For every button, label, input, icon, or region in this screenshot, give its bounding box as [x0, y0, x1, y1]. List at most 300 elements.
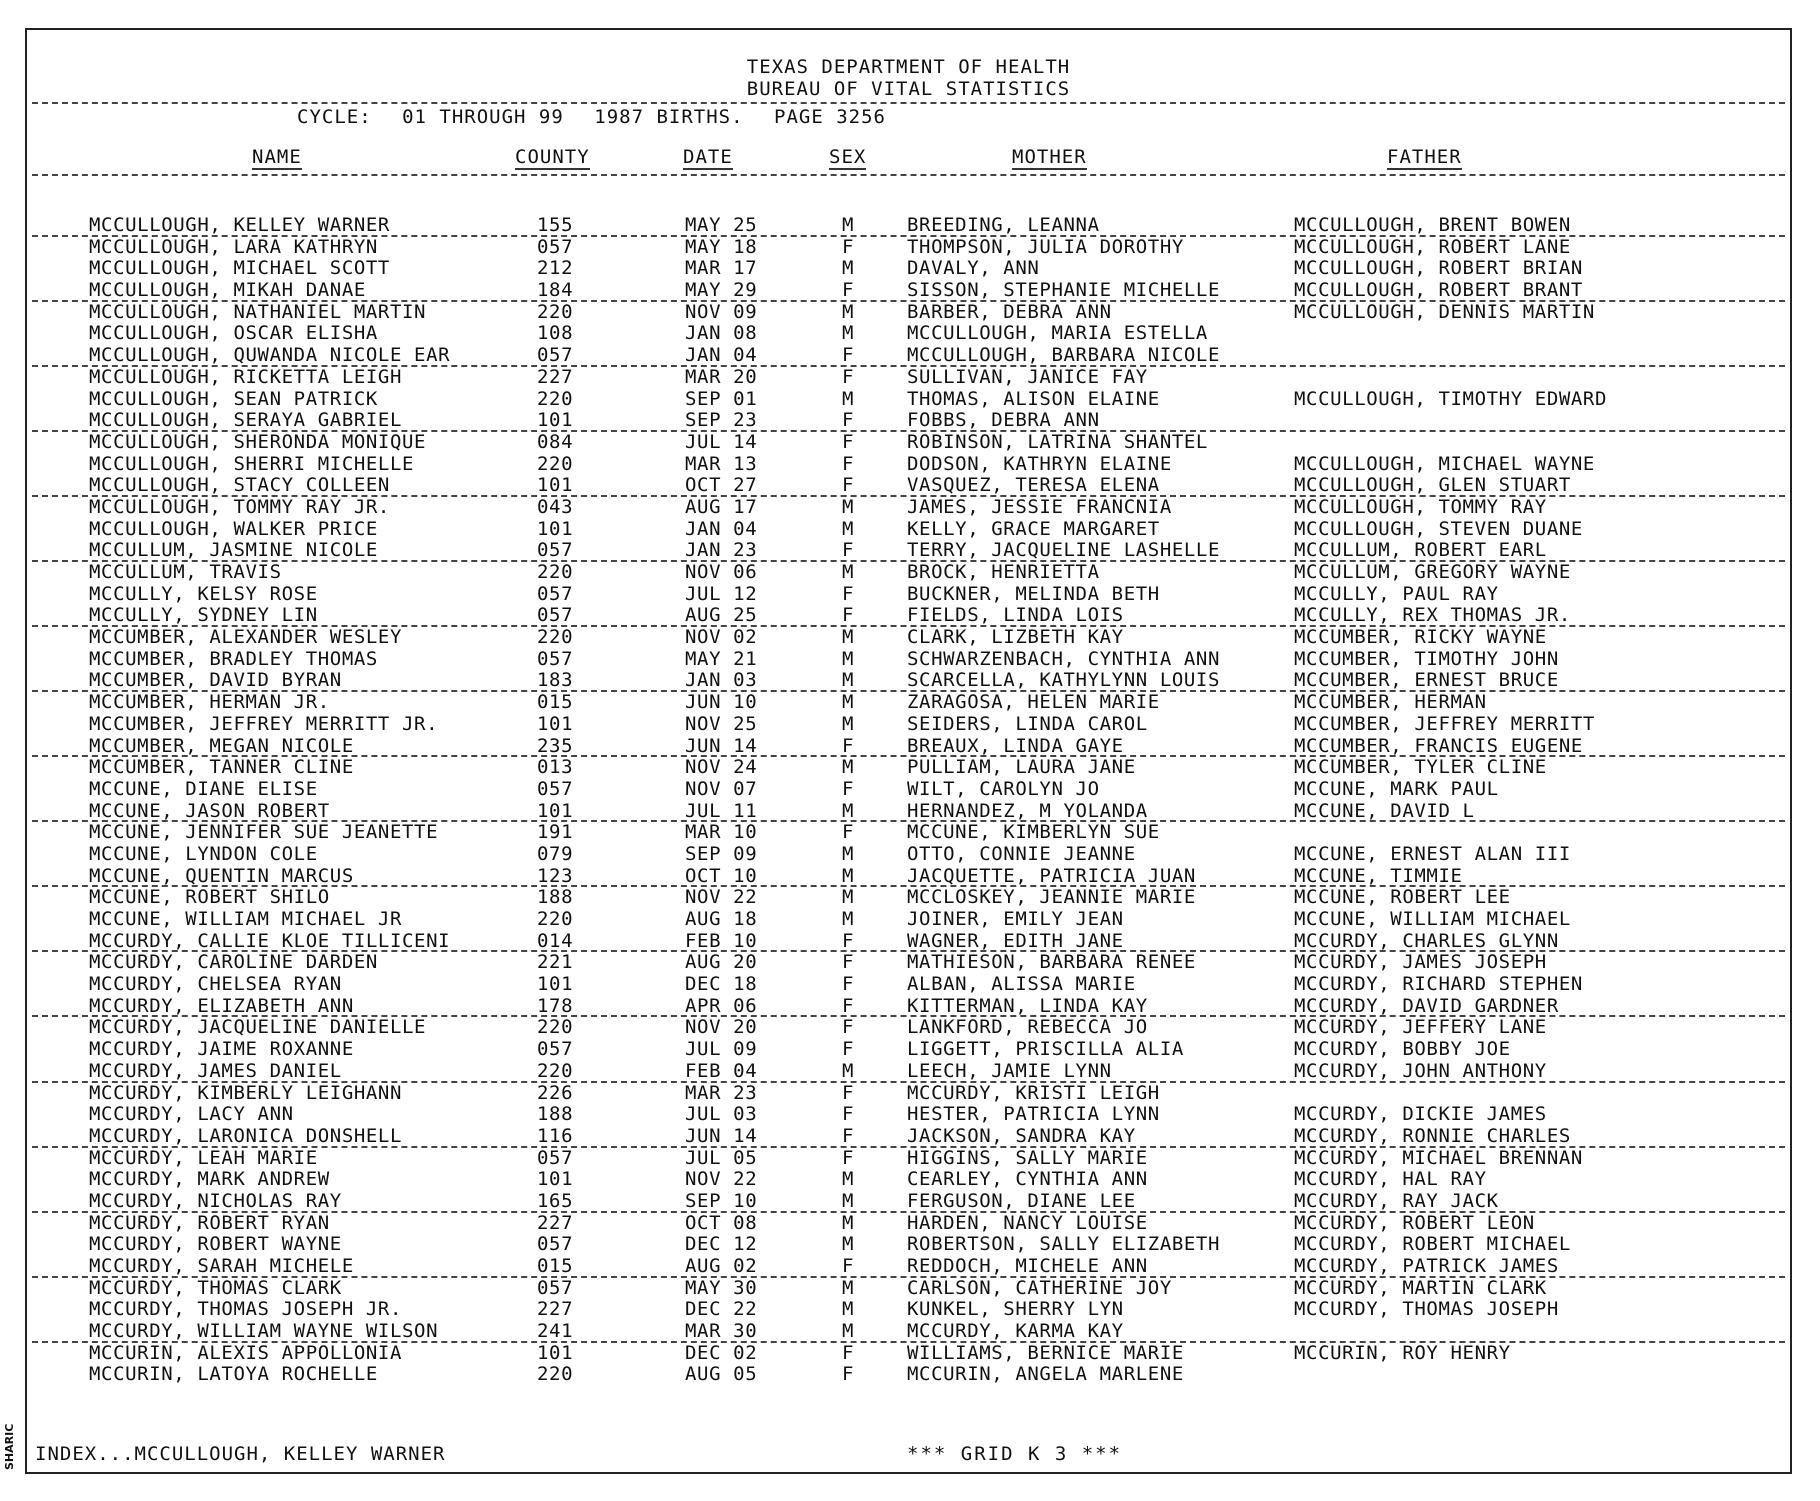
- record-name: MCCURDY, CAROLINE DARDEN: [89, 951, 378, 974]
- record-row: [27, 302, 1790, 324]
- record-mother: LIGGETT, PRISCILLA ALIA: [907, 1038, 1184, 1061]
- record-date: NOV 22: [685, 886, 758, 909]
- record-date: MAR 30: [685, 1320, 758, 1343]
- record-sex: F: [842, 821, 855, 844]
- record-date: JAN 03: [685, 669, 758, 692]
- record-sex: M: [842, 886, 855, 909]
- record-row: [27, 627, 1790, 649]
- record-name: MCCURDY, CALLIE KLOE TILLICENI: [89, 929, 451, 952]
- record-sex: F: [842, 994, 855, 1017]
- record-date: JAN 08: [685, 322, 758, 345]
- bureau-title: BUREAU OF VITAL STATISTICS: [746, 78, 1071, 100]
- record-mother: WAGNER, EDITH JANE: [907, 929, 1124, 952]
- record-sex: F: [842, 452, 855, 475]
- record-sex: M: [842, 799, 855, 822]
- record-county: 101: [537, 474, 574, 497]
- record-mother: FERGUSON, DIANE LEE: [907, 1189, 1136, 1212]
- record-mother: THOMAS, ALISON ELAINE: [907, 387, 1160, 410]
- column-header-divider: [32, 174, 1785, 176]
- record-county: 043: [537, 495, 574, 518]
- record-sex: M: [842, 1298, 855, 1321]
- record-name: MCCURDY, ROBERT WAYNE: [89, 1233, 342, 1256]
- record-name: MCCUMBER, JEFFREY MERRITT JR.: [89, 712, 439, 735]
- record-name: MCCURIN, LATOYA ROCHELLE: [89, 1363, 378, 1386]
- record-sex: F: [842, 973, 855, 996]
- record-name: MCCULLY, KELSY ROSE: [89, 582, 318, 605]
- record-father: MCCURDY, RAY JACK: [1294, 1189, 1499, 1212]
- record-sex: M: [842, 561, 855, 583]
- record-name: MCCULLOUGH, STACY COLLEEN: [89, 474, 390, 497]
- record-county: 226: [537, 1081, 574, 1104]
- record-mother: CEARLEY, CYNTHIA ANN: [907, 1168, 1148, 1191]
- record-county: 057: [537, 1038, 574, 1061]
- record-father: MCCURDY, JOHN ANTHONY: [1294, 1059, 1547, 1082]
- record-father: MCCUNE, MARK PAUL: [1294, 777, 1499, 800]
- record-date: MAR 23: [685, 1081, 758, 1104]
- record-name: MCCUMBER, BRADLEY THOMAS: [89, 647, 378, 670]
- record-father: MCCUNE, DAVID L: [1294, 799, 1475, 822]
- record-date: JUN 10: [685, 691, 758, 714]
- record-mother: SCHWARZENBACH, CYNTHIA ANN: [907, 647, 1221, 670]
- column-header-sex: SEX: [829, 146, 867, 168]
- record-date: SEP 23: [685, 409, 758, 432]
- record-name: MCCURDY, SARAH MICHELE: [89, 1255, 354, 1277]
- record-father: MCCURDY, ROBERT LEON: [1294, 1211, 1535, 1234]
- record-mother: MCCLOSKEY, JEANNIE MARIE: [907, 886, 1196, 909]
- record-father: MCCUMBER, JEFFREY MERRITT: [1294, 712, 1595, 735]
- record-father: MCCURDY, DAVID GARDNER: [1294, 994, 1559, 1017]
- footer-grid: *** GRID K 3 ***: [907, 1443, 1123, 1465]
- record-mother: BROCK, HENRIETTA: [907, 561, 1100, 583]
- record-mother: CARLSON, CATHERINE JOY: [907, 1276, 1172, 1299]
- record-mother: FIELDS, LINDA LOIS: [907, 604, 1124, 627]
- record-father: MCCURDY, CHARLES GLYNN: [1294, 929, 1559, 952]
- record-sex: F: [842, 951, 855, 974]
- record-mother: ZARAGOSA, HELEN MARIE: [907, 691, 1160, 714]
- side-watermark-text: SHARIC: [3, 1423, 16, 1470]
- record-name: MCCURDY, KIMBERLY LEIGHANN: [89, 1081, 403, 1104]
- record-date: NOV 09: [685, 300, 758, 323]
- record-sex: F: [842, 539, 855, 562]
- record-sex: F: [842, 409, 855, 432]
- record-county: 220: [537, 1016, 574, 1039]
- record-sex: F: [842, 1038, 855, 1061]
- record-name: MCCURDY, JACQUELINE DANIELLE: [89, 1016, 427, 1039]
- record-mother: JAMES, JESSIE FRANCNIA: [907, 495, 1172, 518]
- record-row: [27, 931, 1790, 953]
- record-county: 220: [537, 1059, 574, 1082]
- record-name: MCCULLOUGH, RICKETTA LEIGH: [89, 365, 403, 388]
- record-sex: M: [842, 647, 855, 670]
- record-name: MCCULLOUGH, LARA KATHRYN: [89, 235, 378, 258]
- record-father: MCCULLOUGH, MICHAEL WAYNE: [1294, 452, 1595, 475]
- record-name: MCCUMBER, DAVID BYRAN: [89, 669, 342, 692]
- side-watermark: [1, 1420, 21, 1470]
- record-father: MCCURDY, JEFFERY LANE: [1294, 1016, 1547, 1039]
- record-name: MCCULLOUGH, NATHANIEL MARTIN: [89, 300, 427, 323]
- record-father: MCCULLOUGH, TIMOTHY EDWARD: [1294, 387, 1608, 410]
- record-row: [27, 801, 1790, 823]
- record-mother: DAVALY, ANN: [907, 257, 1040, 280]
- record-sex: M: [842, 387, 855, 410]
- record-mother: HARDEN, NANCY LOUISE: [907, 1211, 1148, 1234]
- record-county: 057: [537, 235, 574, 258]
- record-name: MCCULLOUGH, KELLEY WARNER: [89, 214, 390, 236]
- record-sex: M: [842, 691, 855, 714]
- record-row: [27, 497, 1790, 519]
- record-mother: MCCULLOUGH, BARBARA NICOLE: [907, 344, 1221, 367]
- record-sex: F: [842, 582, 855, 605]
- record-mother: HERNANDEZ, M YOLANDA: [907, 799, 1148, 822]
- column-header-date: DATE: [683, 146, 733, 168]
- record-father: MCCUMBER, RICKY WAYNE: [1294, 626, 1547, 649]
- record-row: [27, 909, 1790, 931]
- record-sex: M: [842, 495, 855, 518]
- record-sex: M: [842, 1276, 855, 1299]
- record-sex: F: [842, 734, 855, 757]
- record-row: [27, 887, 1790, 909]
- record-county: 057: [537, 1276, 574, 1299]
- record-county: 220: [537, 452, 574, 475]
- record-row: [27, 1234, 1790, 1256]
- record-mother: BUCKNER, MELINDA BETH: [907, 582, 1160, 605]
- record-sex: F: [842, 777, 855, 800]
- record-sex: F: [842, 474, 855, 497]
- record-sex: M: [842, 1059, 855, 1082]
- record-sex: M: [842, 669, 855, 692]
- record-county: 108: [537, 322, 574, 345]
- record-county: 079: [537, 842, 574, 865]
- record-county: 221: [537, 951, 574, 974]
- record-county: 188: [537, 886, 574, 909]
- record-county: 116: [537, 1124, 574, 1147]
- record-father: MCCURDY, RONNIE CHARLES: [1294, 1124, 1571, 1147]
- record-date: NOV 07: [685, 777, 758, 800]
- record-date: OCT 10: [685, 864, 758, 887]
- record-county: 057: [537, 647, 574, 670]
- record-county: 183: [537, 669, 574, 692]
- record-name: MCCURDY, LEAH MARIE: [89, 1146, 318, 1169]
- record-mother: BARBER, DEBRA ANN: [907, 300, 1112, 323]
- record-date: MAY 30: [685, 1276, 758, 1299]
- record-county: 101: [537, 1168, 574, 1191]
- record-father: MCCULLOUGH, ROBERT LANE: [1294, 235, 1571, 258]
- department-title: TEXAS DEPARTMENT OF HEALTH: [746, 56, 1071, 78]
- record-father: MCCUMBER, FRANCIS EUGENE: [1294, 734, 1583, 757]
- record-father: MCCUMBER, TIMOTHY JOHN: [1294, 647, 1559, 670]
- record-name: MCCURIN, ALEXIS APPOLLONIA: [89, 1341, 403, 1364]
- column-header-mother: MOTHER: [1012, 146, 1087, 168]
- record-county: 235: [537, 734, 574, 757]
- record-mother: TERRY, JACQUELINE LASHELLE: [907, 539, 1221, 562]
- record-father: MCCURDY, MARTIN CLARK: [1294, 1276, 1547, 1299]
- record-father: MCCULLY, REX THOMAS JR.: [1294, 604, 1571, 627]
- record-row: [27, 1299, 1790, 1321]
- record-date: JUL 14: [685, 430, 758, 453]
- record-sex: F: [842, 344, 855, 367]
- record-father: MCCURDY, THOMAS JOSEPH: [1294, 1298, 1559, 1321]
- record-name: MCCUMBER, ALEXANDER WESLEY: [89, 626, 403, 649]
- record-row: [27, 1343, 1790, 1365]
- record-sex: F: [842, 929, 855, 952]
- record-date: SEP 09: [685, 842, 758, 865]
- record-row: [27, 692, 1790, 714]
- record-name: MCCUNE, JASON ROBERT: [89, 799, 330, 822]
- record-mother: SISSON, STEPHANIE MICHELLE: [907, 279, 1221, 302]
- record-county: 220: [537, 561, 574, 583]
- record-county: 220: [537, 300, 574, 323]
- record-sex: M: [842, 517, 855, 540]
- record-row: [27, 345, 1790, 367]
- record-sex: M: [842, 300, 855, 323]
- record-sex: F: [842, 1363, 855, 1386]
- record-county: 057: [537, 1233, 574, 1256]
- record-row: [27, 974, 1790, 996]
- record-name: MCCULLOUGH, MICHAEL SCOTT: [89, 257, 390, 280]
- record-date: MAR 13: [685, 452, 758, 475]
- record-father: MCCUNE, TIMMIE: [1294, 864, 1463, 887]
- record-row: [27, 844, 1790, 866]
- record-date: MAY 25: [685, 214, 758, 236]
- record-father: MCCURIN, ROY HENRY: [1294, 1341, 1511, 1364]
- record-mother: JOINER, EMILY JEAN: [907, 908, 1124, 930]
- record-county: 101: [537, 1341, 574, 1364]
- record-row: [27, 1169, 1790, 1191]
- record-name: MCCUNE, LYNDON COLE: [89, 842, 318, 865]
- record-mother: LEECH, JAMIE LYNN: [907, 1059, 1112, 1082]
- record-mother: JACKSON, SANDRA KAY: [907, 1124, 1136, 1147]
- record-row: [27, 1191, 1790, 1213]
- record-father: MCCULLOUGH, DENNIS MARTIN: [1294, 300, 1595, 323]
- record-date: MAR 17: [685, 257, 758, 280]
- record-mother: ROBINSON, LATRINA SHANTEL: [907, 430, 1208, 453]
- record-name: MCCULLOUGH, WALKER PRICE: [89, 517, 378, 540]
- record-row: [27, 649, 1790, 671]
- record-sex: F: [842, 1146, 855, 1169]
- record-father: MCCUNE, WILLIAM MICHAEL: [1294, 908, 1571, 930]
- record-name: MCCURDY, JAIME ROXANNE: [89, 1038, 354, 1061]
- record-sex: F: [842, 365, 855, 388]
- record-mother: SCARCELLA, KATHYLYNN LOUIS: [907, 669, 1221, 692]
- record-name: MCCUNE, WILLIAM MICHAEL JR: [89, 908, 403, 930]
- record-county: 184: [537, 279, 574, 302]
- record-date: MAY 18: [685, 235, 758, 258]
- record-row: [27, 410, 1790, 432]
- record-county: 227: [537, 1298, 574, 1321]
- record-date: NOV 25: [685, 712, 758, 735]
- record-mother: FOBBS, DEBRA ANN: [907, 409, 1100, 432]
- record-mother: BREEDING, LEANNA: [907, 214, 1100, 236]
- record-county: 227: [537, 365, 574, 388]
- record-mother: KUNKEL, SHERRY LYN: [907, 1298, 1124, 1321]
- record-date: SEP 10: [685, 1189, 758, 1212]
- record-date: AUG 17: [685, 495, 758, 518]
- record-county: 220: [537, 908, 574, 930]
- record-county: 101: [537, 409, 574, 432]
- record-name: MCCULLOUGH, OSCAR ELISHA: [89, 322, 378, 345]
- record-father: MCCURDY, JAMES JOSEPH: [1294, 951, 1547, 974]
- record-name: MCCULLUM, TRAVIS: [89, 561, 282, 583]
- record-row: [27, 475, 1790, 497]
- record-date: AUG 18: [685, 908, 758, 930]
- record-father: MCCUNE, ERNEST ALAN III: [1294, 842, 1571, 865]
- record-mother: HIGGINS, SALLY MARIE: [907, 1146, 1148, 1169]
- record-sex: M: [842, 214, 855, 236]
- record-row: [27, 1083, 1790, 1105]
- record-father: MCCULLY, PAUL RAY: [1294, 582, 1499, 605]
- record-name: MCCUMBER, MEGAN NICOLE: [89, 734, 354, 757]
- record-father: MCCURDY, BOBBY JOE: [1294, 1038, 1511, 1061]
- record-date: AUG 20: [685, 951, 758, 974]
- record-father: MCCUMBER, HERMAN: [1294, 691, 1487, 714]
- record-row: [27, 736, 1790, 758]
- record-sex: M: [842, 712, 855, 735]
- record-name: MCCURDY, JAMES DANIEL: [89, 1059, 342, 1082]
- record-name: MCCUMBER, HERMAN JR.: [89, 691, 330, 714]
- record-row: [27, 1213, 1790, 1235]
- record-name: MCCUNE, JENNIFER SUE JEANETTE: [89, 821, 439, 844]
- record-date: MAY 29: [685, 279, 758, 302]
- record-row: [27, 952, 1790, 974]
- record-date: DEC 02: [685, 1341, 758, 1364]
- record-date: MAR 20: [685, 365, 758, 388]
- record-name: MCCURDY, ELIZABETH ANN: [89, 994, 354, 1017]
- record-name: MCCULLOUGH, SHERONDA MONIQUE: [89, 430, 427, 453]
- record-sex: F: [842, 1124, 855, 1147]
- record-mother: KELLY, GRACE MARGARET: [907, 517, 1160, 540]
- record-row: [27, 584, 1790, 606]
- record-row: [27, 822, 1790, 844]
- record-date: SEP 01: [685, 387, 758, 410]
- page-number: PAGE 3256: [774, 106, 886, 128]
- record-mother: SULLIVAN, JANICE FAY: [907, 365, 1148, 388]
- record-row: [27, 280, 1790, 302]
- record-county: 084: [537, 430, 574, 453]
- record-row: [27, 1126, 1790, 1148]
- record-name: MCCULLOUGH, SERAYA GABRIEL: [89, 409, 403, 432]
- record-date: DEC 22: [685, 1298, 758, 1321]
- record-sex: M: [842, 626, 855, 649]
- record-row: [27, 540, 1790, 562]
- record-date: JAN 04: [685, 344, 758, 367]
- record-father: MCCULLOUGH, BRENT BOWEN: [1294, 214, 1571, 236]
- record-row: [27, 1364, 1790, 1386]
- record-county: 101: [537, 799, 574, 822]
- record-mother: KITTERMAN, LINDA KAY: [907, 994, 1148, 1017]
- record-date: JAN 23: [685, 539, 758, 562]
- record-father: MCCURDY, HAL RAY: [1294, 1168, 1487, 1191]
- record-county: 057: [537, 604, 574, 627]
- record-sex: M: [842, 1233, 855, 1256]
- record-name: MCCUNE, DIANE ELISE: [89, 777, 318, 800]
- record-sex: M: [842, 1189, 855, 1212]
- record-row: [27, 1017, 1790, 1039]
- record-row: [27, 367, 1790, 389]
- record-name: MCCURDY, LARONICA DONSHELL: [89, 1124, 403, 1147]
- record-father: MCCULLOUGH, GLEN STUART: [1294, 474, 1571, 497]
- record-father: MCCURDY, ROBERT MICHAEL: [1294, 1233, 1571, 1256]
- column-header-county: COUNTY: [515, 146, 590, 168]
- record-mother: BREAUX, LINDA GAYE: [907, 734, 1124, 757]
- record-name: MCCURDY, MARK ANDREW: [89, 1168, 330, 1191]
- record-name: MCCURDY, ROBERT RYAN: [89, 1211, 330, 1234]
- record-father: MCCURDY, PATRICK JAMES: [1294, 1255, 1559, 1277]
- record-father: MCCULLUM, GREGORY WAYNE: [1294, 561, 1571, 583]
- record-mother: JACQUETTE, PATRICIA JUAN: [907, 864, 1196, 887]
- record-name: MCCURDY, WILLIAM WAYNE WILSON: [89, 1320, 439, 1343]
- record-row: [27, 605, 1790, 627]
- record-county: 101: [537, 712, 574, 735]
- record-row: [27, 1278, 1790, 1300]
- record-name: MCCURDY, LACY ANN: [89, 1103, 294, 1126]
- record-date: JUN 14: [685, 1124, 758, 1147]
- record-mother: WILLIAMS, BERNICE MARIE: [907, 1341, 1184, 1364]
- record-name: MCCULLOUGH, TOMMY RAY JR.: [89, 495, 390, 518]
- record-county: 101: [537, 517, 574, 540]
- cycle-line: [297, 106, 904, 128]
- cycle-label: CYCLE:: [297, 106, 372, 128]
- record-date: NOV 20: [685, 1016, 758, 1039]
- header-divider: [32, 102, 1785, 104]
- record-row: [27, 1256, 1790, 1278]
- record-sex: M: [842, 1320, 855, 1343]
- record-mother: ROBERTSON, SALLY ELIZABETH: [907, 1233, 1221, 1256]
- record-mother: REDDOCH, MICHELE ANN: [907, 1255, 1148, 1277]
- record-date: JUL 09: [685, 1038, 758, 1061]
- record-row: [27, 1321, 1790, 1343]
- record-mother: ALBAN, ALISSA MARIE: [907, 973, 1136, 996]
- record-county: 057: [537, 344, 574, 367]
- record-row: [27, 237, 1790, 259]
- record-sex: M: [842, 1168, 855, 1191]
- record-county: 015: [537, 1255, 574, 1277]
- record-county: 165: [537, 1189, 574, 1212]
- record-sex: F: [842, 279, 855, 302]
- record-sex: M: [842, 322, 855, 345]
- record-row: [27, 714, 1790, 736]
- record-mother: HESTER, PATRICIA LYNN: [907, 1103, 1160, 1126]
- record-mother: THOMPSON, JULIA DOROTHY: [907, 235, 1184, 258]
- record-mother: WILT, CAROLYN JO: [907, 777, 1100, 800]
- record-sex: M: [842, 1211, 855, 1234]
- record-name: MCCUNE, QUENTIN MARCUS: [89, 864, 354, 887]
- record-sex: F: [842, 430, 855, 453]
- record-sex: M: [842, 864, 855, 887]
- record-county: 220: [537, 1363, 574, 1386]
- record-row: [27, 1104, 1790, 1126]
- record-name: MCCURDY, THOMAS JOSEPH JR.: [89, 1298, 403, 1321]
- record-mother: LANKFORD, REBECCA JO: [907, 1016, 1148, 1039]
- record-date: MAR 10: [685, 821, 758, 844]
- record-county: 057: [537, 539, 574, 562]
- record-name: MCCULLOUGH, QUWANDA NICOLE EAR: [89, 344, 451, 367]
- record-father: MCCULLOUGH, TOMMY RAY: [1294, 495, 1547, 518]
- report-page: [25, 28, 1792, 1474]
- record-mother: VASQUEZ, TERESA ELENA: [907, 474, 1160, 497]
- record-row: [27, 389, 1790, 411]
- record-county: 057: [537, 777, 574, 800]
- record-row: [27, 757, 1790, 779]
- record-sex: M: [842, 908, 855, 930]
- record-date: OCT 08: [685, 1211, 758, 1234]
- record-date: JUL 12: [685, 582, 758, 605]
- record-row: [27, 519, 1790, 541]
- record-county: 015: [537, 691, 574, 714]
- record-name: MCCULLUM, JASMINE NICOLE: [89, 539, 378, 562]
- record-row: [27, 779, 1790, 801]
- cycle-range: 01 THROUGH 99: [402, 106, 564, 128]
- record-sex: F: [842, 1081, 855, 1104]
